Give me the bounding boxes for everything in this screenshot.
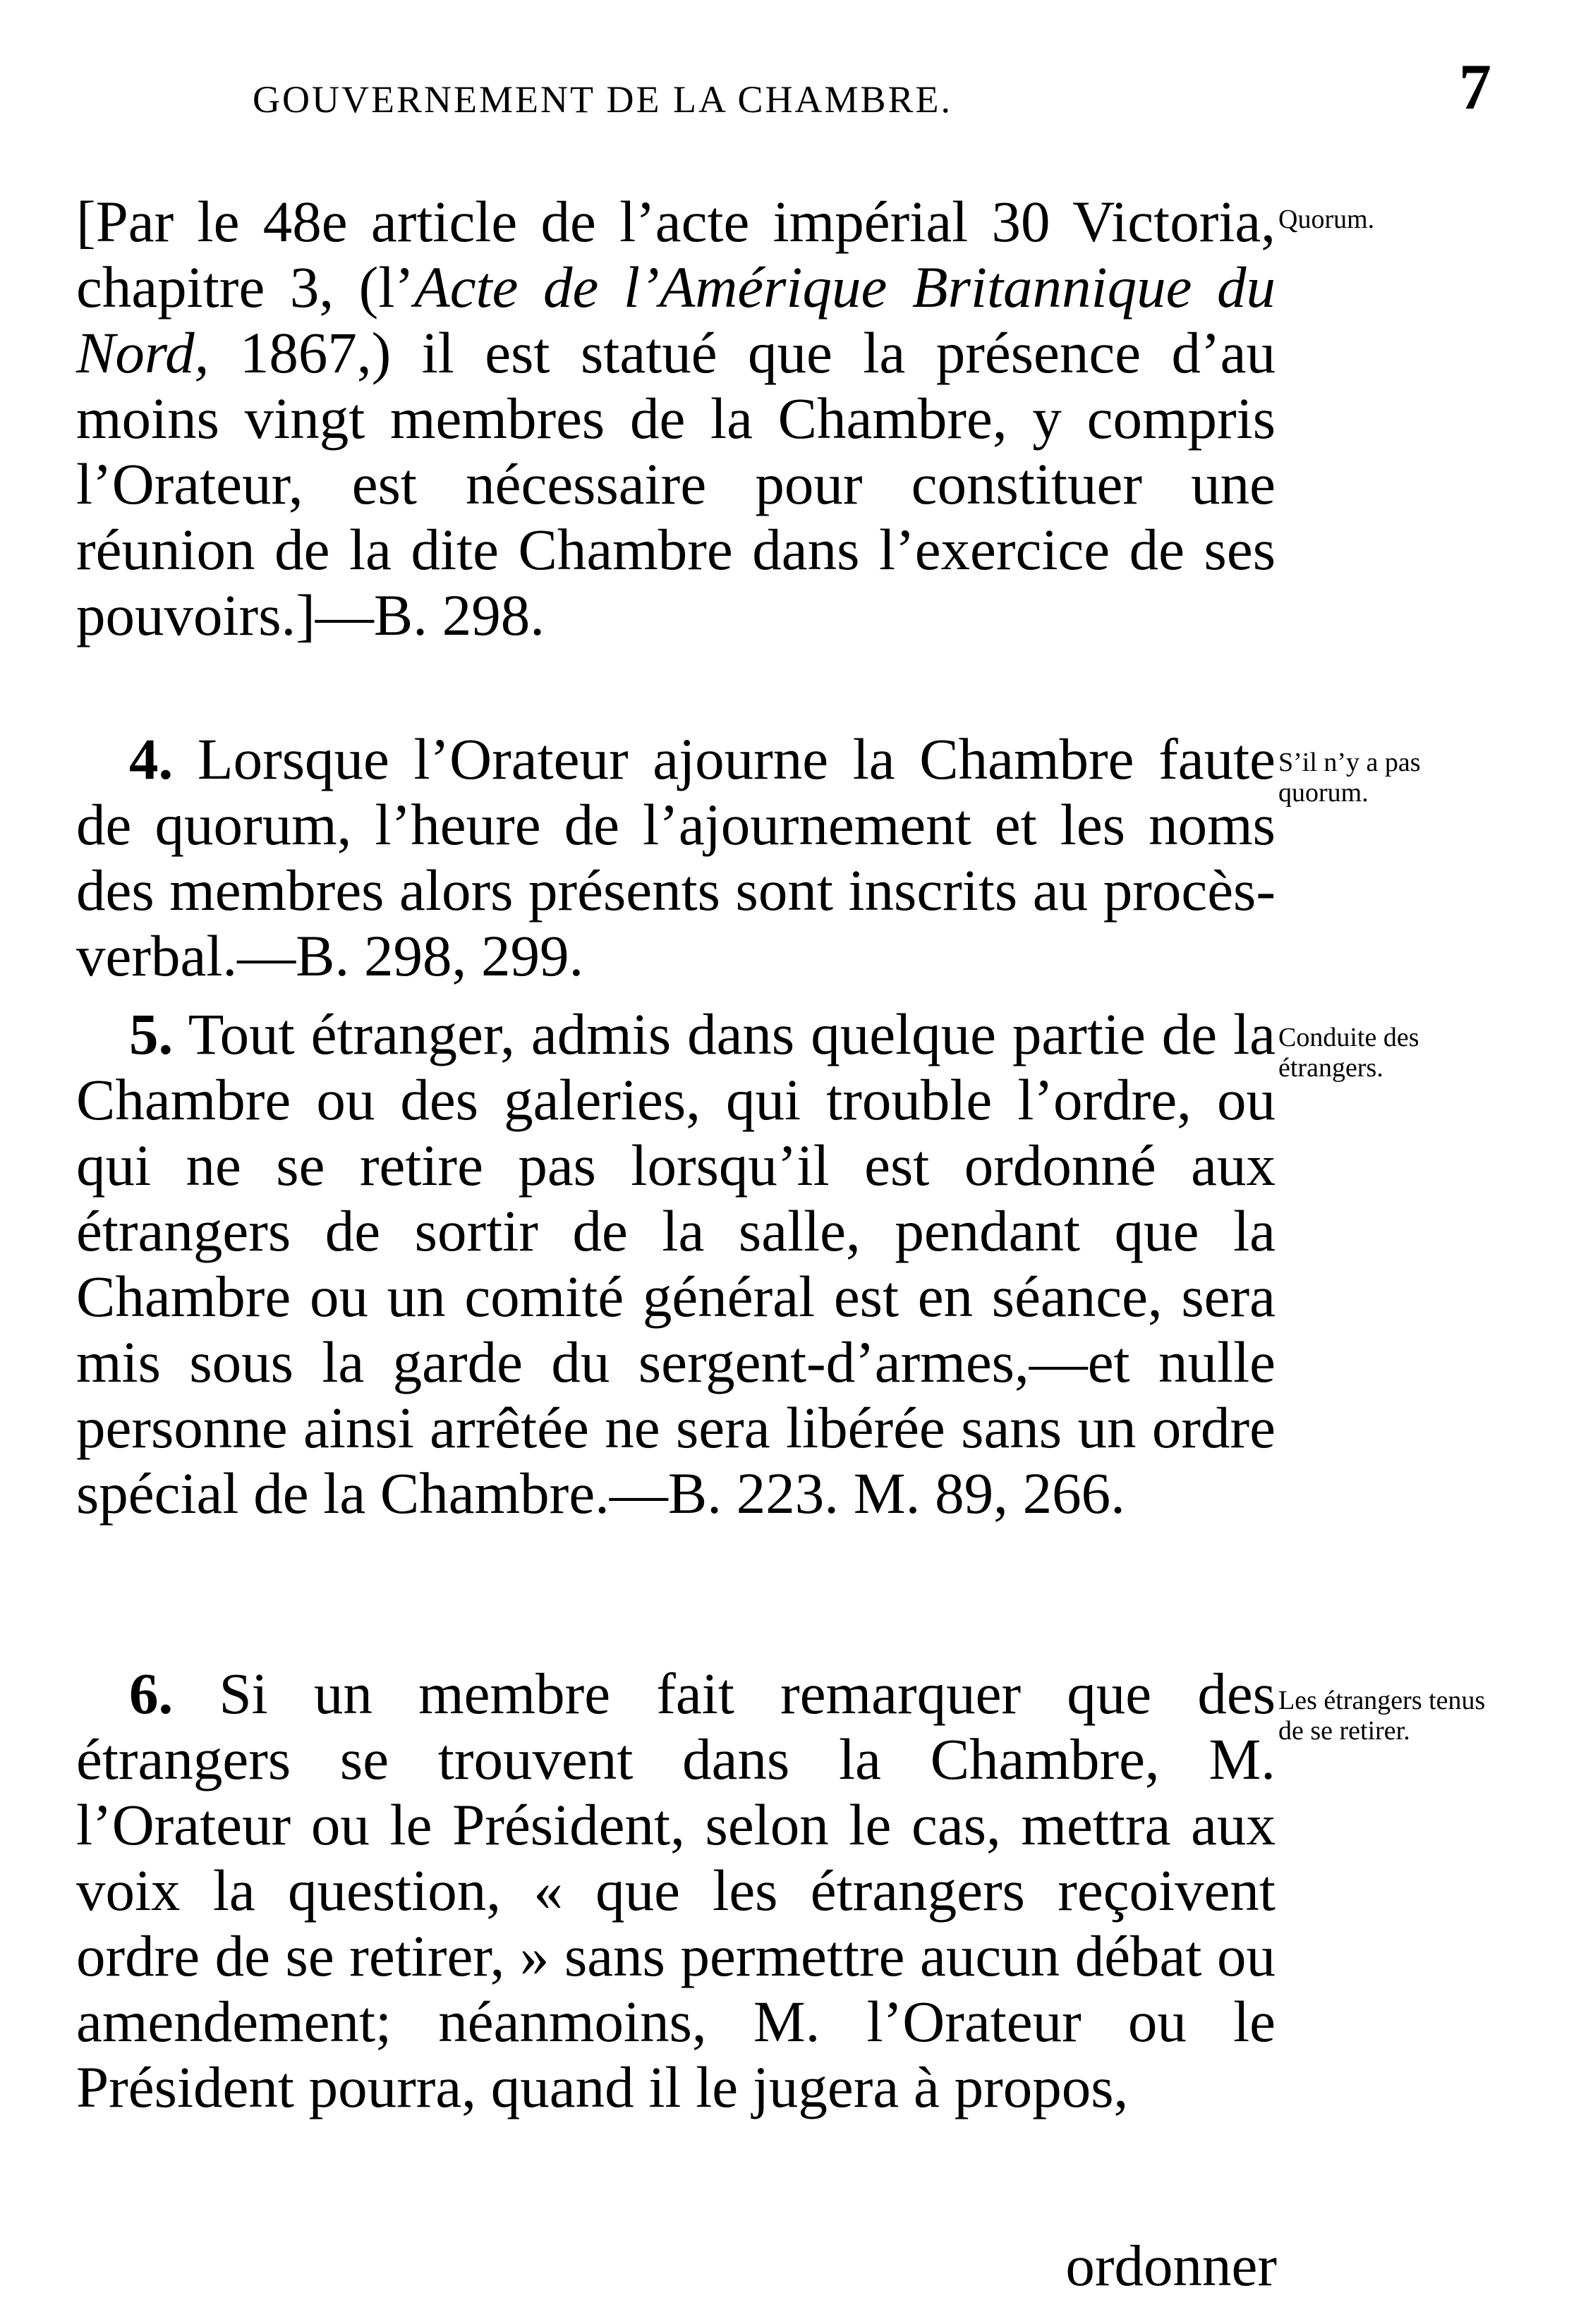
article-4 [76, 726, 1276, 989]
paragraph-quorum [76, 189, 1276, 648]
catchword: ordonner [1065, 2233, 1277, 2298]
marginal-note-article-4: S’il n’y a pas quorum. [1278, 748, 1421, 808]
italic-title: Acte de l’Amérique Britannique du Nord, [76, 255, 1276, 385]
article-6 [76, 1661, 1276, 2120]
article-number: 5. [129, 1002, 174, 1066]
marginal-note-article-6: Les étrangers tenus de se retirer. [1278, 1686, 1486, 1746]
article-number: 6. [129, 1661, 174, 1726]
running-head: GOUVERNEMENT DE LA CHAMBRE. [253, 78, 953, 121]
article-text: Si un membre fait remarquer que des étrangers se trouvent dans la Chambre, M. l’Orateur ou le Président, selon le cas, mettra aux voix la question, « que les étrangers reçoivent ordre de se retirer, » sans permettre aucun débat ou amendement; néanmoins, M. l’Orateur ou le Président pourra, quand il le jugera à propos, [76, 1661, 1276, 2119]
paragraph-text: 1867,) il est statué que la présence d’au moins vingt membres de la Chambre, y compris l’Orateur, est nécessaire pour constituer une réunion de la dite Chambre dans l’exercice de ses pouvoirs.]—B. 298. [76, 320, 1276, 647]
article-text: Lorsque l’Orateur ajourne la Chambre faute de quorum, l’heure de l’ajournement et les noms des membres alors présents sont inscrits au procès-verbal.—B. 298, 299. [76, 726, 1276, 988]
article-5 [76, 1002, 1276, 1526]
page-number: 7 [1459, 51, 1491, 123]
marginal-note-quorum: Quorum. [1278, 205, 1375, 234]
article-text: Tout étranger, admis dans quelque partie de la Chambre ou des galeries, qui trouble l’ordre, ou qui ne se retire pas lorsqu’il est ordonné aux étrangers de sortir de la salle, pendant que la Chambre ou un comité général est en séance, sera mis sous la garde du sergent-d’armes,—et nulle personne ainsi arrêtée ne sera libérée sans un ordre spécial de la Chambre.—B. 223. M. 89, 266. [76, 1002, 1276, 1526]
article-number: 4. [129, 726, 174, 791]
paragraph-text: [Par le 48e article de l’acte impérial 30 Victoria, chapitre 3, (l’ [76, 189, 1276, 320]
page-header [76, 49, 1558, 123]
marginal-note-article-5: Conduite des étrangers. [1278, 1023, 1419, 1083]
